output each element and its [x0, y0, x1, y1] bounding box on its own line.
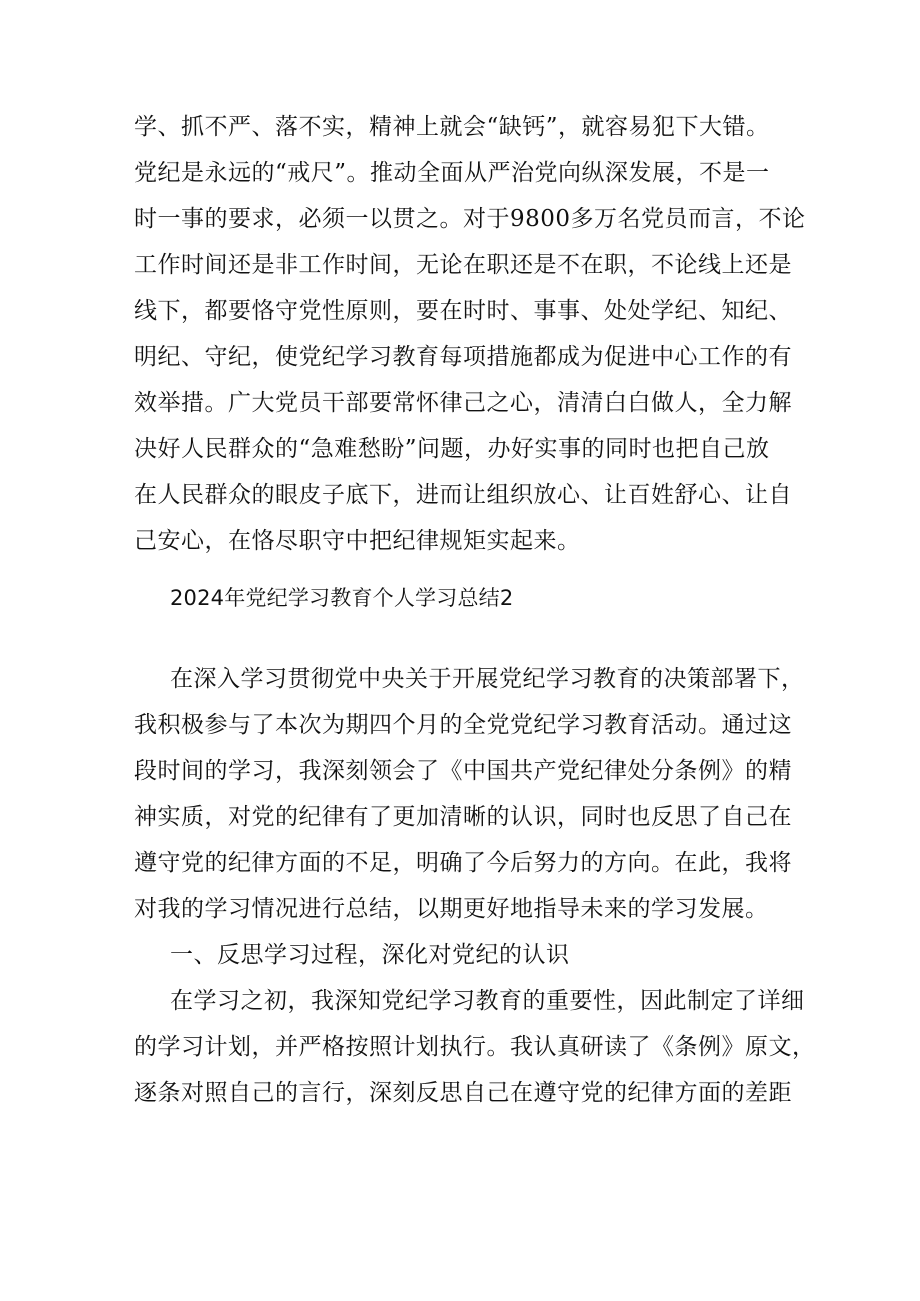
text-line: 时一事的要求，必须一以贯之。对于9800多万名党员而言，不论 [134, 206, 806, 232]
paragraph-4 [134, 932, 794, 978]
text-line: 在深入学习贯彻党中央关于开展党纪学习教育的决策部署下， [170, 666, 805, 692]
paragraph-5 [134, 978, 816, 1116]
text-line: 线下，都要恪守党性原则，要在时时、事事、处处学纪、知纪、 [134, 298, 792, 324]
text-line: 党纪是永远的“戒尺”。推动全面从严治党向纵深发展，不是一 [134, 160, 770, 186]
paragraph-1 [134, 104, 794, 150]
paragraph-2 [134, 150, 806, 564]
section-heading-block [134, 568, 794, 628]
text-line: 逐条对照自己的言行，深刻反思自己在遵守党的纪律方面的差距 [134, 1080, 792, 1106]
text-line: 神实质，对党的纪律有了更加清晰的认识，同时也反思了自己在 [134, 804, 792, 830]
text-line: 在人民群众的眼皮子底下，进而让组织放心、让百姓舒心、让自 [134, 482, 792, 508]
text-line: 学、抓不严、落不实，精神上就会“缺钙”，就容易犯下大错。 [134, 114, 770, 140]
text-line: 的学习计划，并严格按照计划执行。我认真研读了《条例》原文， [134, 1034, 816, 1060]
paragraph-3 [134, 656, 805, 932]
section-heading: 2024年党纪学习教育个人学习总结2 [170, 586, 514, 610]
text-line: 工作时间还是非工作时间，无论在职还是不在职，不论线上还是 [134, 252, 792, 278]
text-line: 己安心，在恪尽职守中把纪律规矩实起来。 [134, 528, 581, 554]
text-line: 段时间的学习，我深刻领会了《中国共产党纪律处分条例》的精 [134, 758, 792, 784]
text-line: 遵守党的纪律方面的不足，明确了今后努力的方向。在此，我将 [134, 850, 792, 876]
text-line: 在学习之初，我深知党纪学习教育的重要性，因此制定了详细 [170, 988, 805, 1014]
text-line: 明纪、守纪，使党纪学习教育每项措施都成为促进中心工作的有 [134, 344, 792, 370]
document-body [134, 104, 816, 1116]
blank-line [134, 628, 794, 656]
text-line: 效举措。广大党员干部要常怀律己之心，清清白白做人，全力解 [134, 390, 792, 416]
text-line: 我积极参与了本次为期四个月的全党党纪学习教育活动。通过这 [134, 712, 792, 738]
subheading-line: 一、反思学习过程，深化对党纪的认识 [170, 942, 570, 968]
text-line: 决好人民群众的“急难愁盼”问题，办好实事的同时也把自己放 [134, 436, 770, 462]
text-line: 对我的学习情况进行总结，以期更好地指导未来的学习发展。 [134, 896, 769, 922]
